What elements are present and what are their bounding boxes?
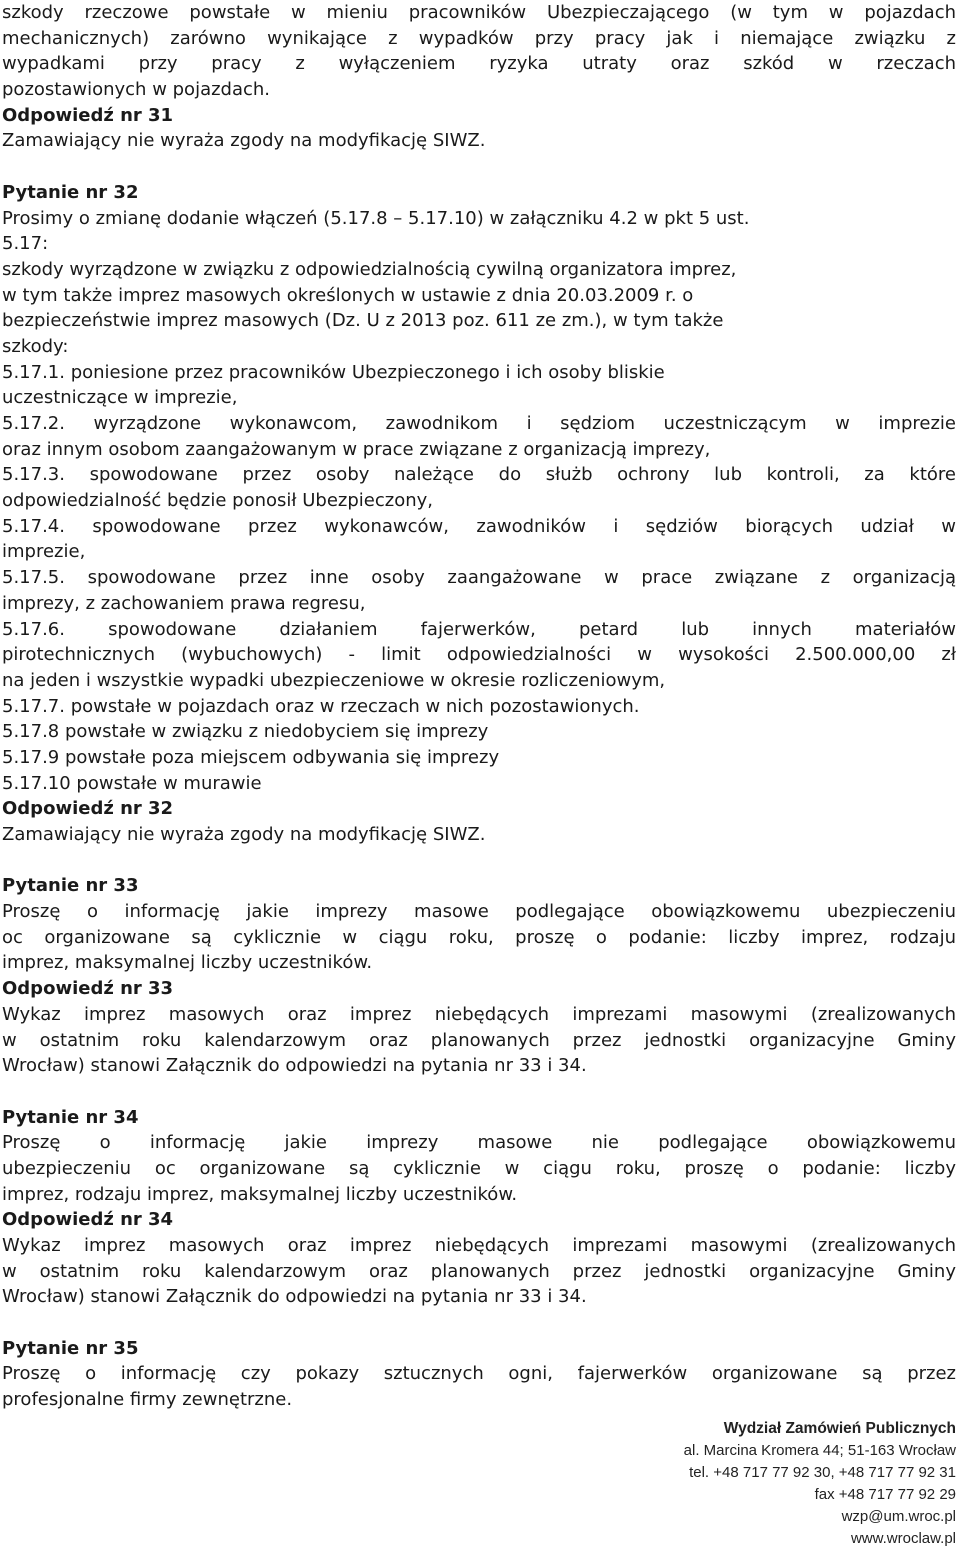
text-line: wypadkami przy pracy z wyłączeniem ryzyka utraty oraz szkód w rzeczach <box>2 53 956 75</box>
blank-line <box>2 1310 956 1336</box>
text-line: 5.17.8 powstałe w związku z niedobyciem się imprezy <box>2 721 489 743</box>
document-body <box>2 0 956 1413</box>
text-line: imprezy, z zachowaniem prawa regresu, <box>2 592 366 614</box>
text-line: Proszę o informację czy pokazy sztucznych ogni, fajerwerków organizowane są przez <box>2 1363 956 1385</box>
footer-department: Wydział Zamówień Publicznych <box>723 1420 956 1437</box>
footer-address: al. Marcina Kromera 44; 51-163 Wrocław <box>683 1442 956 1459</box>
text-line: mechanicznych) zarówno wynikające z wypadków przy pracy jak i niemające związku z <box>2 27 956 49</box>
text-line: ubezpieczeniu oc organizowane są cyklicznie w ciągu roku, proszę o podanie: liczby <box>2 1157 956 1179</box>
text-line: pozostawionych w pojazdach. <box>2 79 271 101</box>
text-line: w ostatnim roku kalendarzowym oraz planowanych przez jednostki organizacyjne Gminy <box>2 1029 956 1051</box>
footer-contact <box>684 1418 956 1550</box>
section-heading: Odpowiedź nr 34 <box>2 1209 174 1231</box>
text-line: szkody: <box>2 335 69 357</box>
text-line: w ostatnim roku kalendarzowym oraz planowanych przez jednostki organizacyjne Gminy <box>2 1260 956 1282</box>
text-line: 5.17.2. wyrządzone wykonawcom, zawodnikom i sędziom uczestniczącym w imprezie <box>2 413 956 434</box>
text-line: Zamawiający nie wyraża zgody na modyfikację SIWZ. <box>2 130 486 152</box>
text-line: imprezie, <box>2 541 86 563</box>
text-line: Proszę o informację jakie imprezy masowe nie podlegające obowiązkowemu <box>2 1132 956 1154</box>
text-line: uczestniczące w imprezie, <box>2 387 238 409</box>
footer-fax: fax +48 717 77 92 29 <box>814 1486 956 1503</box>
text-line: odpowiedzialność będzie ponosił Ubezpieczony, <box>2 490 434 512</box>
text-line: 5.17.7. powstałe w pojazdach oraz w rzeczach w nich pozostawionych. <box>2 695 640 717</box>
text-line: bezpieczeństwie imprez masowych (Dz. U z 2013 poz. 611 ze zm.), w tym także <box>2 310 724 332</box>
text-line: Proszę o informację jakie imprezy masowe podlegające obowiązkowemu ubezpieczeniu <box>2 901 956 923</box>
footer-website[interactable]: www.wroclaw.pl <box>850 1530 956 1547</box>
text-line: 5.17.9 powstałe poza miejscem odbywania się imprezy <box>2 746 500 768</box>
text-line: imprez, rodzaju imprez, maksymalnej liczby uczestników. <box>2 1183 518 1205</box>
text-line: 5.17.1. poniesione przez pracowników Ubezpieczonego i ich osoby bliskie <box>2 361 665 383</box>
footer-phone: tel. +48 717 77 92 30, +48 717 77 92 31 <box>689 1464 956 1481</box>
footer-email[interactable]: wzp@um.wroc.pl <box>841 1508 956 1525</box>
section-heading: Pytanie nr 32 <box>2 181 139 203</box>
blank-line <box>2 848 956 874</box>
blank-line <box>2 1079 956 1105</box>
section-heading: Odpowiedź nr 32 <box>2 798 174 820</box>
text-line: imprez, maksymalnej liczby uczestników. <box>2 952 373 974</box>
section-heading: Pytanie nr 35 <box>2 1337 139 1359</box>
text-line: Wykaz imprez masowych oraz imprez niebędących imprezami masowymi (zrealizowanych <box>2 1003 956 1025</box>
blank-line <box>2 154 956 180</box>
section-heading: Pytanie nr 33 <box>2 875 139 897</box>
text-line: Prosimy o zmianę dodanie włączeń (5.17.8 – 5.17.10) w załączniku 4.2 w pkt 5 ust. <box>2 207 750 229</box>
text-line: Wrocław) stanowi Załącznik do odpowiedzi na pytania nr 33 i 34. <box>2 1286 587 1308</box>
section-heading: Odpowiedź nr 31 <box>2 104 174 126</box>
text-line: Wykaz imprez masowych oraz imprez niebędących imprezami masowymi (zrealizowanych <box>2 1235 956 1256</box>
text-line: szkody wyrządzone w związku z odpowiedzialnością cywilną organizatora imprez, <box>2 258 737 280</box>
text-line: 5.17.3. spowodowane przez osoby należące do służb ochrony lub kontroli, za które <box>2 464 956 486</box>
text-line: szkody rzeczowe powstałe w mieniu pracowników Ubezpieczającego (w tym w pojazdach <box>2 2 956 23</box>
text-line: 5.17.4. spowodowane przez wykonawców, zawodników i sędziów biorących udział w <box>2 515 956 537</box>
text-line: Zamawiający nie wyraża zgody na modyfikację SIWZ. <box>2 824 486 845</box>
text-line: profesjonalne firmy zewnętrzne. <box>2 1389 293 1411</box>
text-line: 5.17: <box>2 233 49 255</box>
text-line: oc organizowane są cyklicznie w ciągu roku, proszę o podanie: liczby imprez, rodzaju <box>2 926 956 948</box>
text-line: 5.17.6. spowodowane działaniem fajerwerków, petard lub innych materiałów <box>2 618 956 640</box>
text-line: 5.17.10 powstałe w murawie <box>2 772 262 794</box>
text-line: 5.17.5. spowodowane przez inne osoby zaangażowane w prace związane z organizacją <box>2 567 956 589</box>
text-line: na jeden i wszystkie wypadki ubezpieczeniowe w okresie rozliczeniowym, <box>2 669 666 691</box>
section-heading: Odpowiedź nr 33 <box>2 978 174 1000</box>
text-line: oraz innym osobom zaangażowanym w prace związane z organizacją imprezy, <box>2 438 711 460</box>
text-line: pirotechnicznych (wybuchowych) - limit odpowiedzialności w wysokości 2.500.000,00 zł <box>2 644 956 666</box>
text-line: w tym także imprez masowych określonych w ustawie z dnia 20.03.2009 r. o <box>2 284 694 306</box>
text-line: Wrocław) stanowi Załącznik do odpowiedzi na pytania nr 33 i 34. <box>2 1055 587 1077</box>
section-heading: Pytanie nr 34 <box>2 1106 139 1128</box>
